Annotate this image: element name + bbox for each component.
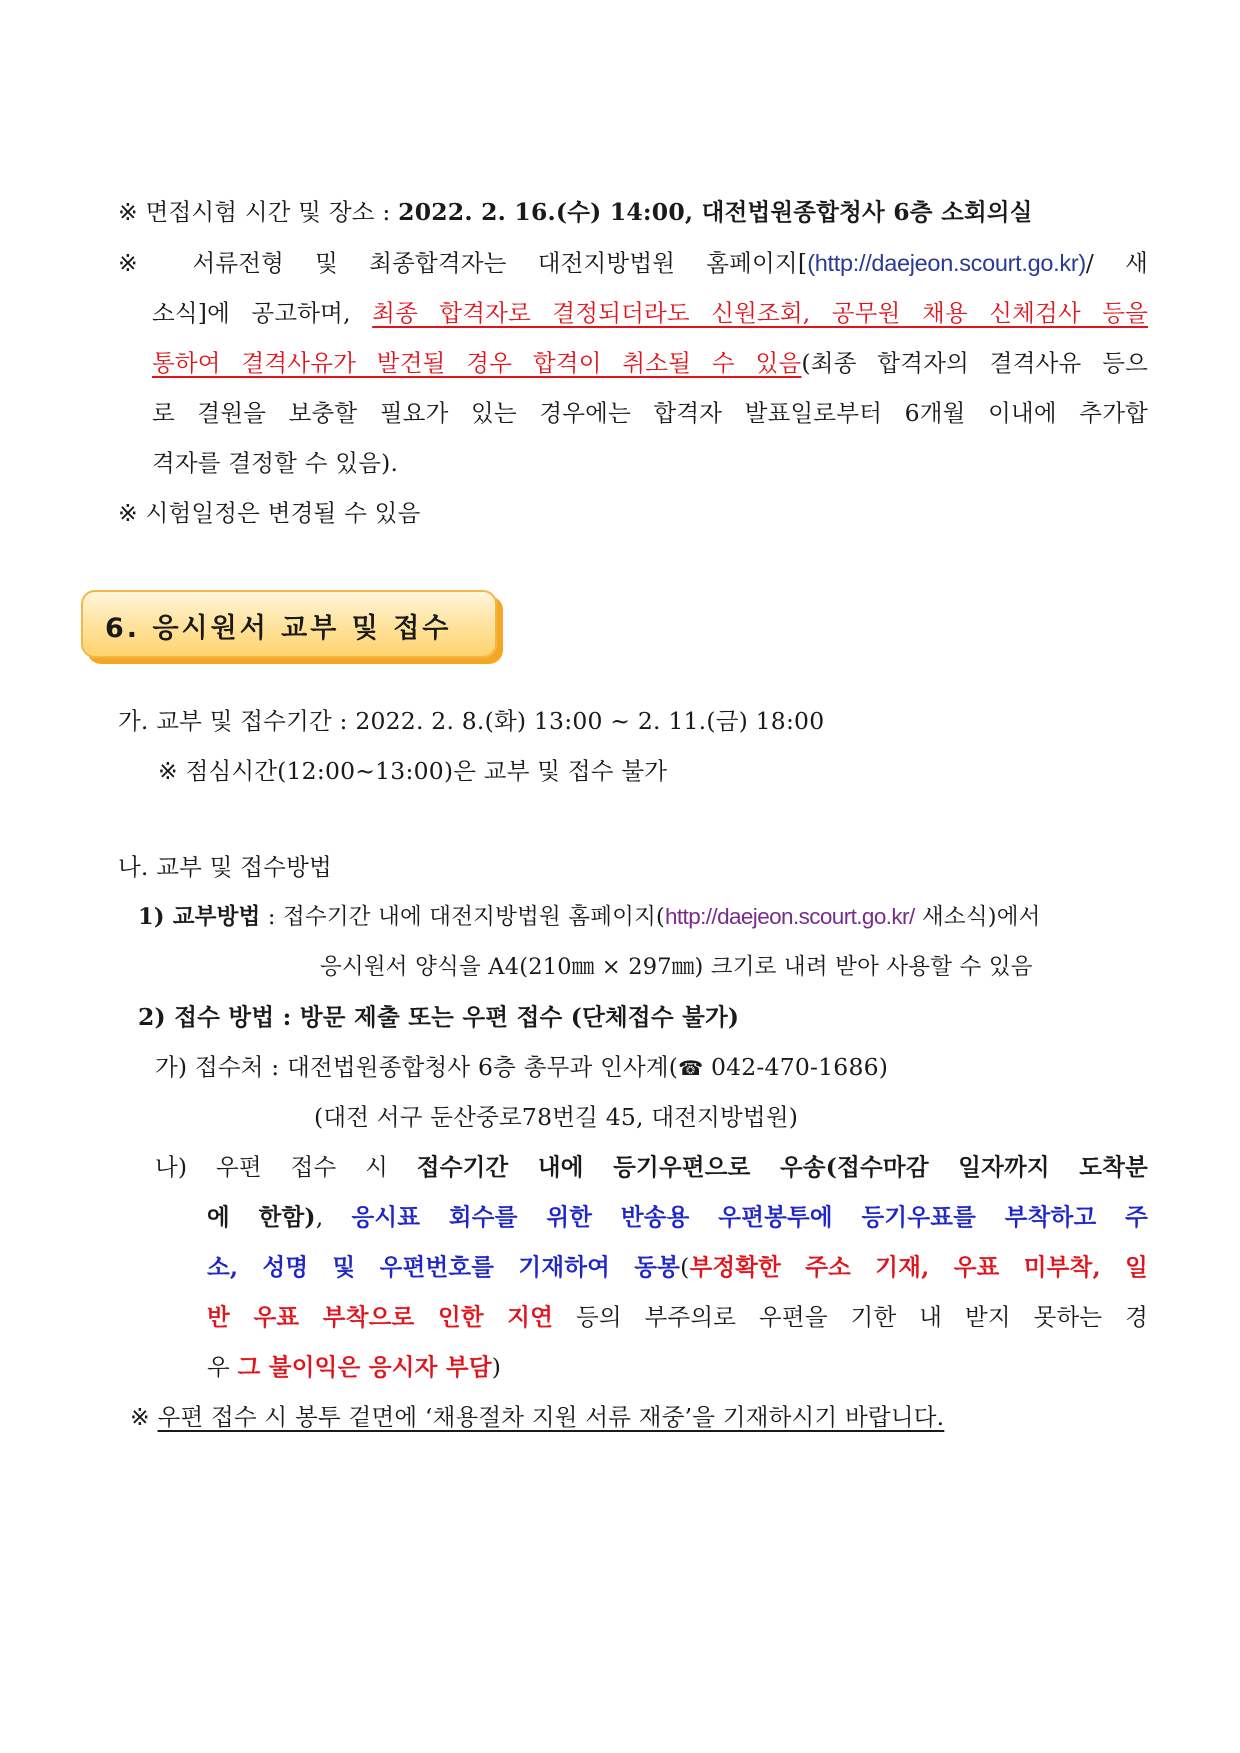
lunch-note: [158, 754, 667, 788]
postal-deadline-text: 에 한함): [207, 1203, 316, 1231]
note-interview: [118, 195, 1033, 229]
note-announce-warning: 최종 합격자로 결정되더라도 신원조회, 공무원 채용 신체검사 등을: [372, 299, 1149, 327]
postal-submission-text: ,: [315, 1203, 352, 1231]
note-announce-line-4: [152, 396, 1148, 430]
period-text: 가. 교부 및 접수기간 : 2022. 2. 8.(화) 13:00 ~ 2. 11.(금) 18:00: [118, 707, 825, 735]
distribution-method: [138, 900, 1041, 934]
distribution-method-line-2: [320, 950, 1033, 984]
section-6-heading-box: [81, 590, 497, 658]
distribution-method-text: 새소식)에서: [914, 904, 1041, 930]
postal-submission-line-4: [207, 1300, 1148, 1334]
distribution-method-label: 1) 교부방법: [138, 904, 261, 930]
return-envelope-text: 소, 성명 및 우편번호를 기재하여 동봉: [207, 1253, 681, 1281]
distribution-method-text: 접수기간 내에 대전지방법원 홈페이지(: [282, 904, 665, 930]
note-announce-warning: 통하여 결격사유가 발견될 경우 합격이 취소될 수 있음: [152, 349, 802, 377]
postal-warning-text: 부정확한 주소 기재, 우표 미부착, 일: [689, 1253, 1148, 1281]
period-title: [118, 704, 824, 738]
submission-address-text: (대전 서구 둔산중로78번길 45, 대전지방법원): [314, 1103, 799, 1131]
postal-submission-line-3: [207, 1250, 1148, 1284]
postal-warning-text: 그 불이익은 응시자 부담: [237, 1353, 492, 1381]
note-interview-value: 2022. 2. 16.(수) 14:00, 대전법원종합청사 6층 소회의실: [398, 198, 1033, 226]
note-announce-text: 서류전형 및 최종합격자는 대전지방법원 홈페이지[: [192, 249, 808, 277]
postal-submission-line-2: [207, 1200, 1148, 1234]
reference-mark: ※: [118, 499, 138, 527]
submission-address: [314, 1100, 798, 1134]
note-announce-line-1: [118, 246, 1148, 280]
homepage-link[interactable]: (http://daejeon.scourt.go.kr): [807, 250, 1086, 276]
separator: :: [260, 904, 283, 930]
return-envelope-text: 응시표 회수를 위한 반송용 우편봉투에 등기우표를 부착하고 주: [351, 1203, 1149, 1231]
postal-warning-text: 반 우표 부착으로 인한 지연: [207, 1303, 554, 1331]
reference-mark: ※: [130, 1403, 150, 1431]
method-title: [118, 850, 332, 884]
postal-deadline-text: 접수기간 내에 등기우편으로 우송(접수마감 일자까지 도착분: [416, 1153, 1148, 1181]
note-announce-line-3: [152, 346, 1148, 380]
section-6-heading: 6. 응시원서 교부 및 접수: [105, 613, 452, 644]
phone-number: 042-470-1686): [703, 1053, 889, 1081]
homepage-link[interactable]: http://daejeon.scourt.go.kr/: [664, 904, 915, 929]
note-announce-text: / 새: [1085, 249, 1149, 277]
postal-submission-line-1: [155, 1150, 1148, 1184]
reference-mark: ※: [118, 198, 138, 226]
envelope-note: [130, 1400, 944, 1434]
submission-method: [138, 1000, 739, 1034]
reference-mark: ※: [158, 757, 178, 785]
note-announce-text: 소식]에 공고하며,: [152, 299, 373, 327]
distribution-method-text: 응시원서 양식을 A4(210㎜ × 297㎜) 크기로 내려 받아 사용할 수 있음: [320, 954, 1033, 980]
note-announce-text: (최종 합격자의 결격사유 등으: [801, 349, 1148, 377]
envelope-note-text: 우편 접수 시 봉투 겉면에 ‘채용절차 지원 서류 재중’을 기재하시기 바랍니다.: [157, 1403, 945, 1431]
note-interview-label: 면접시험 시간 및 장소 :: [145, 198, 399, 226]
note-announce-text: 로 결원을 보충할 필요가 있는 경우에는 합격자 발표일로부터 6개월 이내에 추가합: [152, 399, 1148, 427]
postal-submission-text: 우: [207, 1353, 238, 1381]
note-schedule: [118, 496, 420, 530]
note-announce-line-2: [152, 296, 1148, 330]
method-title-text: 나. 교부 및 접수방법: [118, 853, 332, 881]
submission-place: [155, 1050, 888, 1085]
postal-submission-line-5: [207, 1350, 501, 1384]
reference-mark: ※: [118, 249, 162, 277]
postal-submission-text: 등의 부주의로 우편을 기한 내 받지 못하는 경: [553, 1303, 1149, 1331]
note-announce-text: 격자를 결정할 수 있음).: [152, 449, 399, 477]
submission-method-text: 2) 접수 방법 : 방문 제출 또는 우편 접수 (단체접수 불가): [138, 1003, 740, 1031]
lunch-note-text: 점심시간(12:00~13:00)은 교부 및 접수 불가: [185, 757, 668, 785]
note-schedule-text: 시험일정은 변경될 수 있음: [145, 499, 421, 527]
submission-place-text: 가) 접수처 : 대전법원종합청사 6층 총무과 인사계(: [155, 1053, 679, 1081]
postal-submission-text: (: [680, 1253, 690, 1281]
phone-icon: ☎: [678, 1056, 704, 1080]
note-announce-line-5: [152, 446, 398, 480]
postal-submission-text: ): [491, 1353, 502, 1381]
postal-submission-text: 나) 우편 접수 시: [155, 1153, 417, 1181]
